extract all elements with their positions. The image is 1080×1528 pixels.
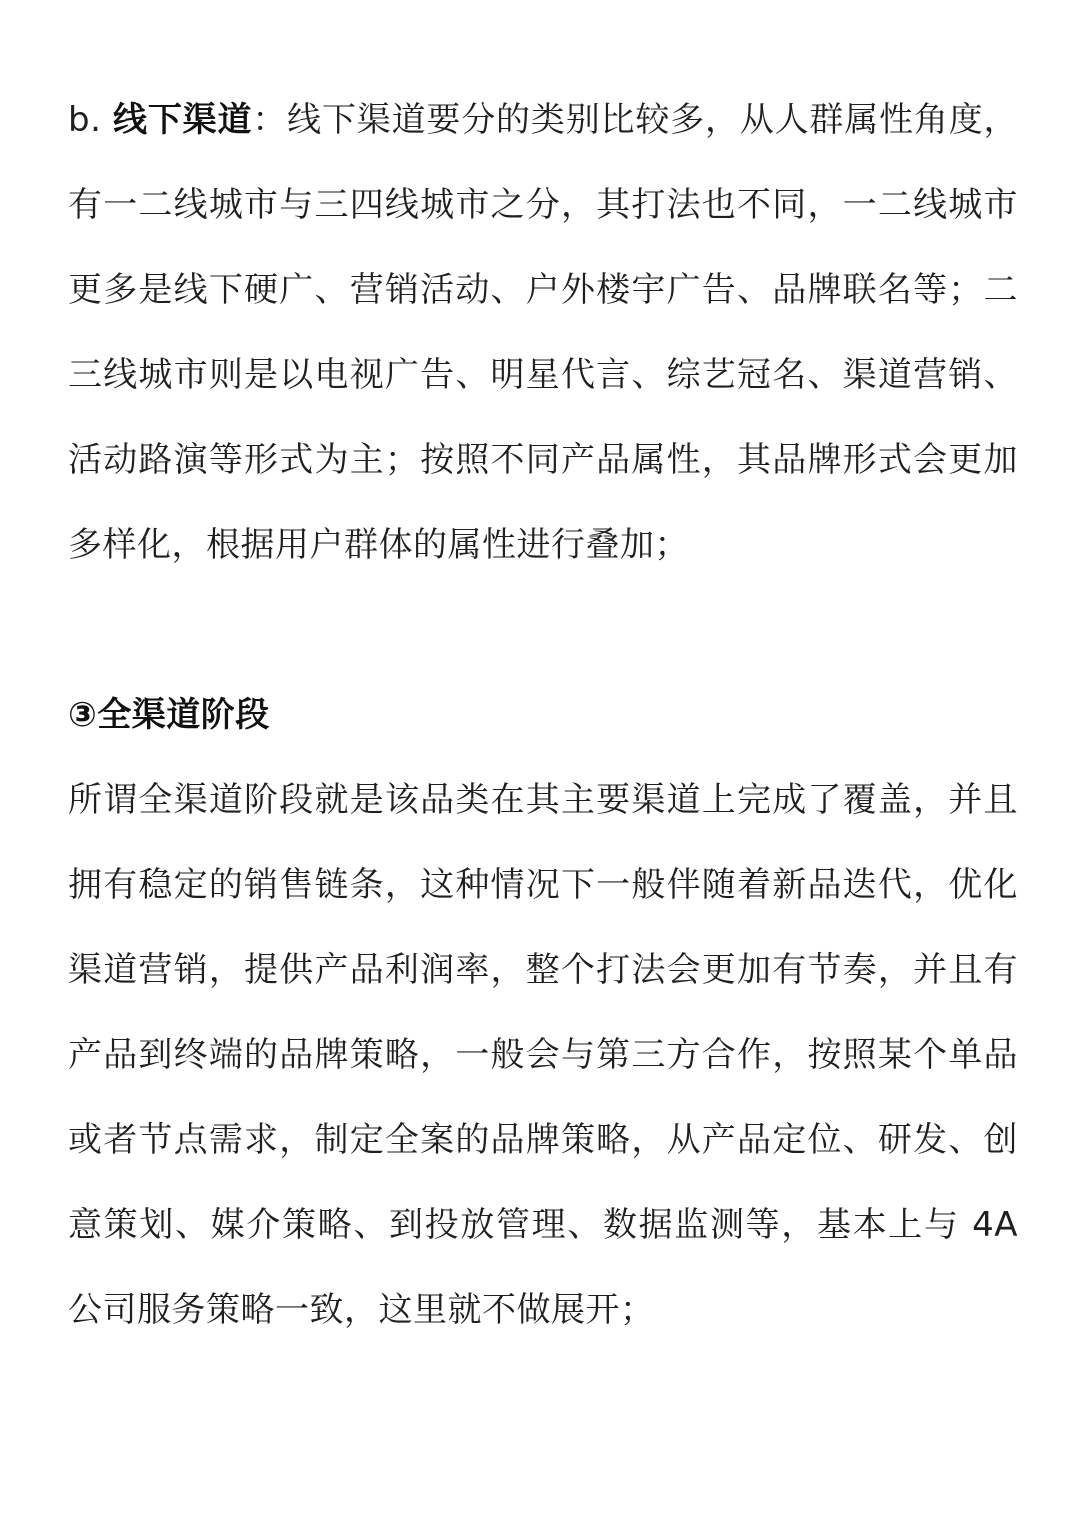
article-body <box>68 78 1018 1353</box>
offline-channel-label: 线下渠道 <box>113 100 253 140</box>
label-colon: ： <box>252 100 288 140</box>
omnichannel-stage-heading: ③全渠道阶段 <box>68 695 270 735</box>
offline-channel-text: 线下渠道要分的类别比较多，从人群属性角度，有一二线城市与三四线城市之分，其打法也不同，一二线城市更多是线下硬广、营销活动、户外楼宇广告、品牌联名等；二三线城市则是以电视广告、明星代言、综艺冠名、渠道营销、活动路演等形式为主；按照不同产品属性，其品牌形式会更加多样化，根据用户群体的属性进行叠加； <box>68 100 1019 565</box>
omnichannel-stage-paragraph: 所谓全渠道阶段就是该品类在其主要渠道上完成了覆盖，并且拥有稳定的销售链条，这种情况下一般伴随着新品迭代，优化渠道营销，提供产品利润率，整个打法会更加有节奏，并且有产品到终端的品牌策略，一般会与第三方合作，按照某个单品或者节点需求，制定全案的品牌策略，从产品定位、研发、创意策划、媒介策略、到投放管理、数据监测等，基本上与 4A 公司服务策略一致，这里就不做展开； <box>68 780 1018 1330</box>
list-marker: b. <box>68 100 102 140</box>
offline-channel-paragraph <box>68 78 1018 588</box>
